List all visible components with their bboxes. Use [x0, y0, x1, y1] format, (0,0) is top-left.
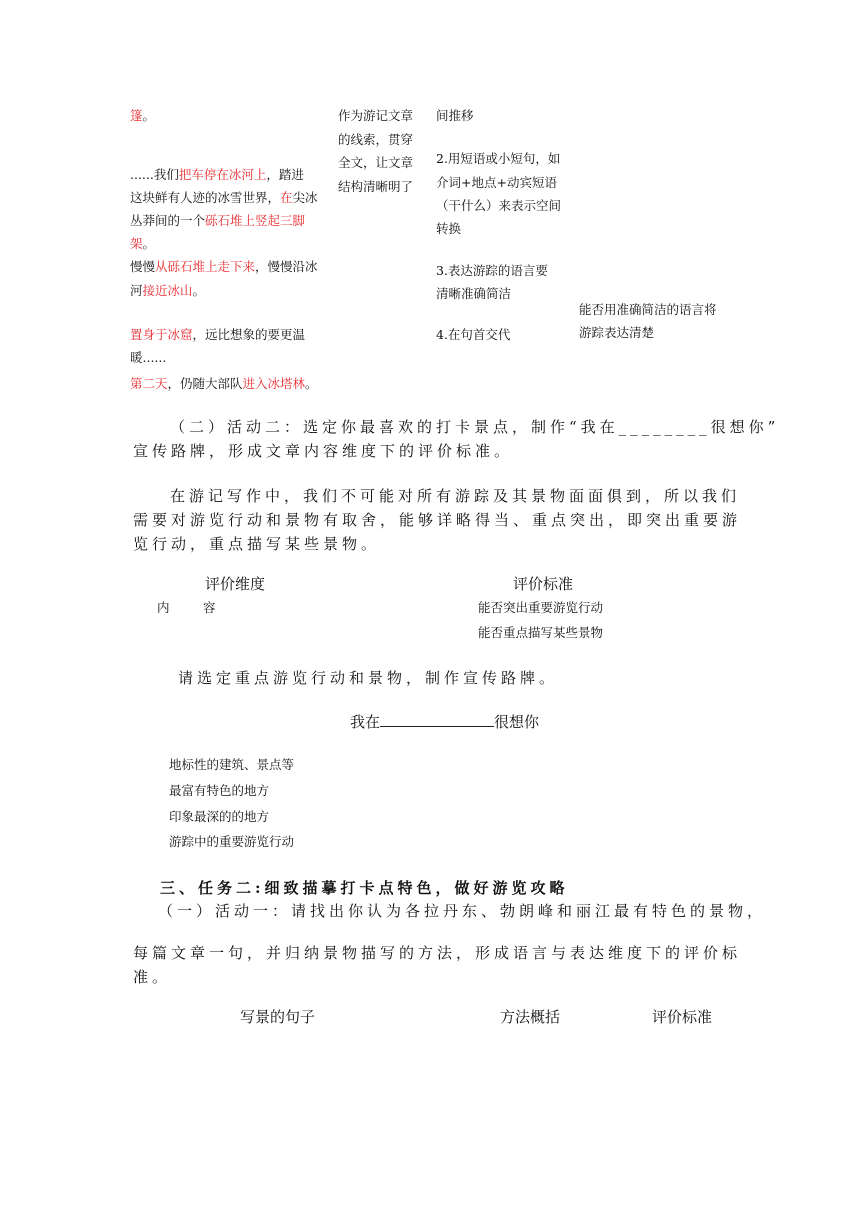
task2-line: 每篇文章一句，并归纳景物描写的方法，形成语言与表达维度下的评价标 — [133, 944, 742, 962]
method-line: （干什么）来表示空间 — [436, 198, 562, 213]
highlighted-phrase: 架 — [130, 236, 143, 251]
highlighted-phrase: 从砾石堆上走下来 — [155, 259, 256, 274]
route-text-line — [130, 232, 155, 256]
body-paragraph-line: 需要对游览行动和景物有取舍，能够详略得当、重点突出，即突出重要游 — [133, 511, 742, 529]
text-run: 。 — [142, 108, 156, 123]
dimension-char: 内 — [157, 600, 170, 615]
clue-column — [338, 104, 413, 198]
criteria-cell: 能否突出重要游览行动 — [478, 600, 604, 615]
dimension-char: 容 — [203, 600, 216, 615]
route-text-line — [130, 323, 305, 347]
text-run: 河 — [130, 283, 143, 298]
task2-line: 准。 — [133, 968, 172, 986]
hint-item: 游踪中的重要游览行动 — [169, 834, 295, 849]
text-run: ......我们 — [130, 167, 179, 182]
task2-heading: 三、任务二:细致描摹打卡点特色，做好游览攻略 — [160, 879, 569, 897]
method-line: 介词+地点+动宾短语 — [436, 175, 557, 190]
highlighted-phrase: 第二天 — [130, 376, 168, 391]
hint-item: 印象最深的的地方 — [169, 809, 270, 824]
sign-title — [350, 709, 539, 735]
text-run: ，慢慢沿冰 — [255, 259, 318, 274]
route-text-line — [130, 163, 304, 187]
activity2-blank: ________ — [618, 418, 711, 436]
method-line: 转换 — [436, 221, 462, 236]
route-text-line — [130, 209, 305, 233]
body-paragraph-line: 览行动，重点描写某些景物。 — [133, 535, 381, 553]
criteria-line: 游踪表达清楚 — [579, 325, 655, 340]
sign-text-b: 很想你 — [494, 713, 540, 731]
activity2-text-b: 很想你” — [710, 418, 780, 436]
activity2-line2: 宣传路牌，形成文章内容维度下的评价标准。 — [133, 442, 514, 460]
text-run: 丛莽间的一个 — [130, 213, 206, 228]
route-text-line — [130, 255, 318, 279]
table-header-dimension: 评价维度 — [205, 575, 266, 593]
sign-blank — [380, 712, 494, 727]
highlighted-phrase: 把车停在冰河上 — [178, 167, 267, 182]
text-run: 。 — [305, 376, 318, 391]
table3-header-criteria: 评价标准 — [652, 1008, 713, 1026]
clue-line: 全文，让文章 — [338, 155, 414, 170]
text-run: 。 — [142, 236, 156, 251]
clue-line: 的线索，贯穿 — [338, 131, 414, 147]
highlighted-phrase: 在 — [280, 190, 293, 205]
activity2-text-a: （二）活动二：选定你最喜欢的打卡景点，制作“我在 — [170, 418, 619, 436]
text-run: ，踏进 — [266, 167, 304, 182]
text-run: 暖...... — [130, 350, 167, 365]
activity2-line1 — [170, 414, 779, 440]
method-line: 2.用短语或小短句，如 — [436, 151, 561, 166]
method-line: 3.表达游踪的语言要 — [436, 263, 548, 278]
text-run: 慢慢 — [130, 259, 156, 274]
text-run: 这块鲜有人迹的冰雪世界， — [130, 190, 281, 205]
clue-line: 作为游记文章 — [338, 108, 414, 123]
table-header-criteria: 评价标准 — [513, 575, 574, 593]
route-text-line — [130, 372, 318, 396]
instruction-text: 请选定重点游览行动和景物，制作宣传路牌。 — [178, 669, 559, 687]
hint-item: 最富有特色的地方 — [169, 783, 270, 798]
method-line: 4.在句首交代 — [436, 327, 511, 342]
table3-header-sentence: 写景的句子 — [240, 1008, 316, 1026]
text-run: 。 — [192, 283, 206, 298]
highlighted-phrase: 砾石堆上竖起三脚 — [205, 213, 306, 228]
body-paragraph-line: 在游记写作中，我们不可能对所有游踪及其景物面面俱到，所以我们 — [170, 487, 741, 505]
route-text-line — [130, 186, 318, 210]
route-text-line — [130, 346, 166, 370]
route-text-line — [130, 279, 205, 303]
text-run: 尖冰 — [292, 190, 318, 205]
method-line: 清晰准确简洁 — [436, 286, 512, 301]
text-run: ，远比想象的要更温 — [192, 327, 306, 342]
highlighted-phrase: 进入冰塔林 — [242, 376, 306, 391]
highlighted-phrase: 篷 — [130, 108, 143, 123]
highlighted-phrase: 接近冰山 — [142, 283, 193, 298]
highlighted-phrase: 置身于冰窟 — [130, 327, 193, 342]
criteria-line: 能否用准确简洁的语言将 — [579, 302, 717, 317]
table3-header-method: 方法概括 — [500, 1008, 561, 1026]
hint-item: 地标性的建筑、景点等 — [169, 757, 295, 772]
sign-text-a: 我在 — [350, 713, 381, 731]
text-run: ，仍随大部队 — [167, 376, 243, 391]
method-line: 间推移 — [436, 108, 474, 123]
criteria-cell: 能否重点描写某些景物 — [478, 625, 604, 640]
clue-line: 结构清晰明了 — [338, 178, 414, 194]
route-text-line — [130, 104, 155, 128]
task2-line: （一）活动一：请找出你认为各拉丹东、勃朗峰和丽江最有特色的景物， — [158, 902, 767, 920]
